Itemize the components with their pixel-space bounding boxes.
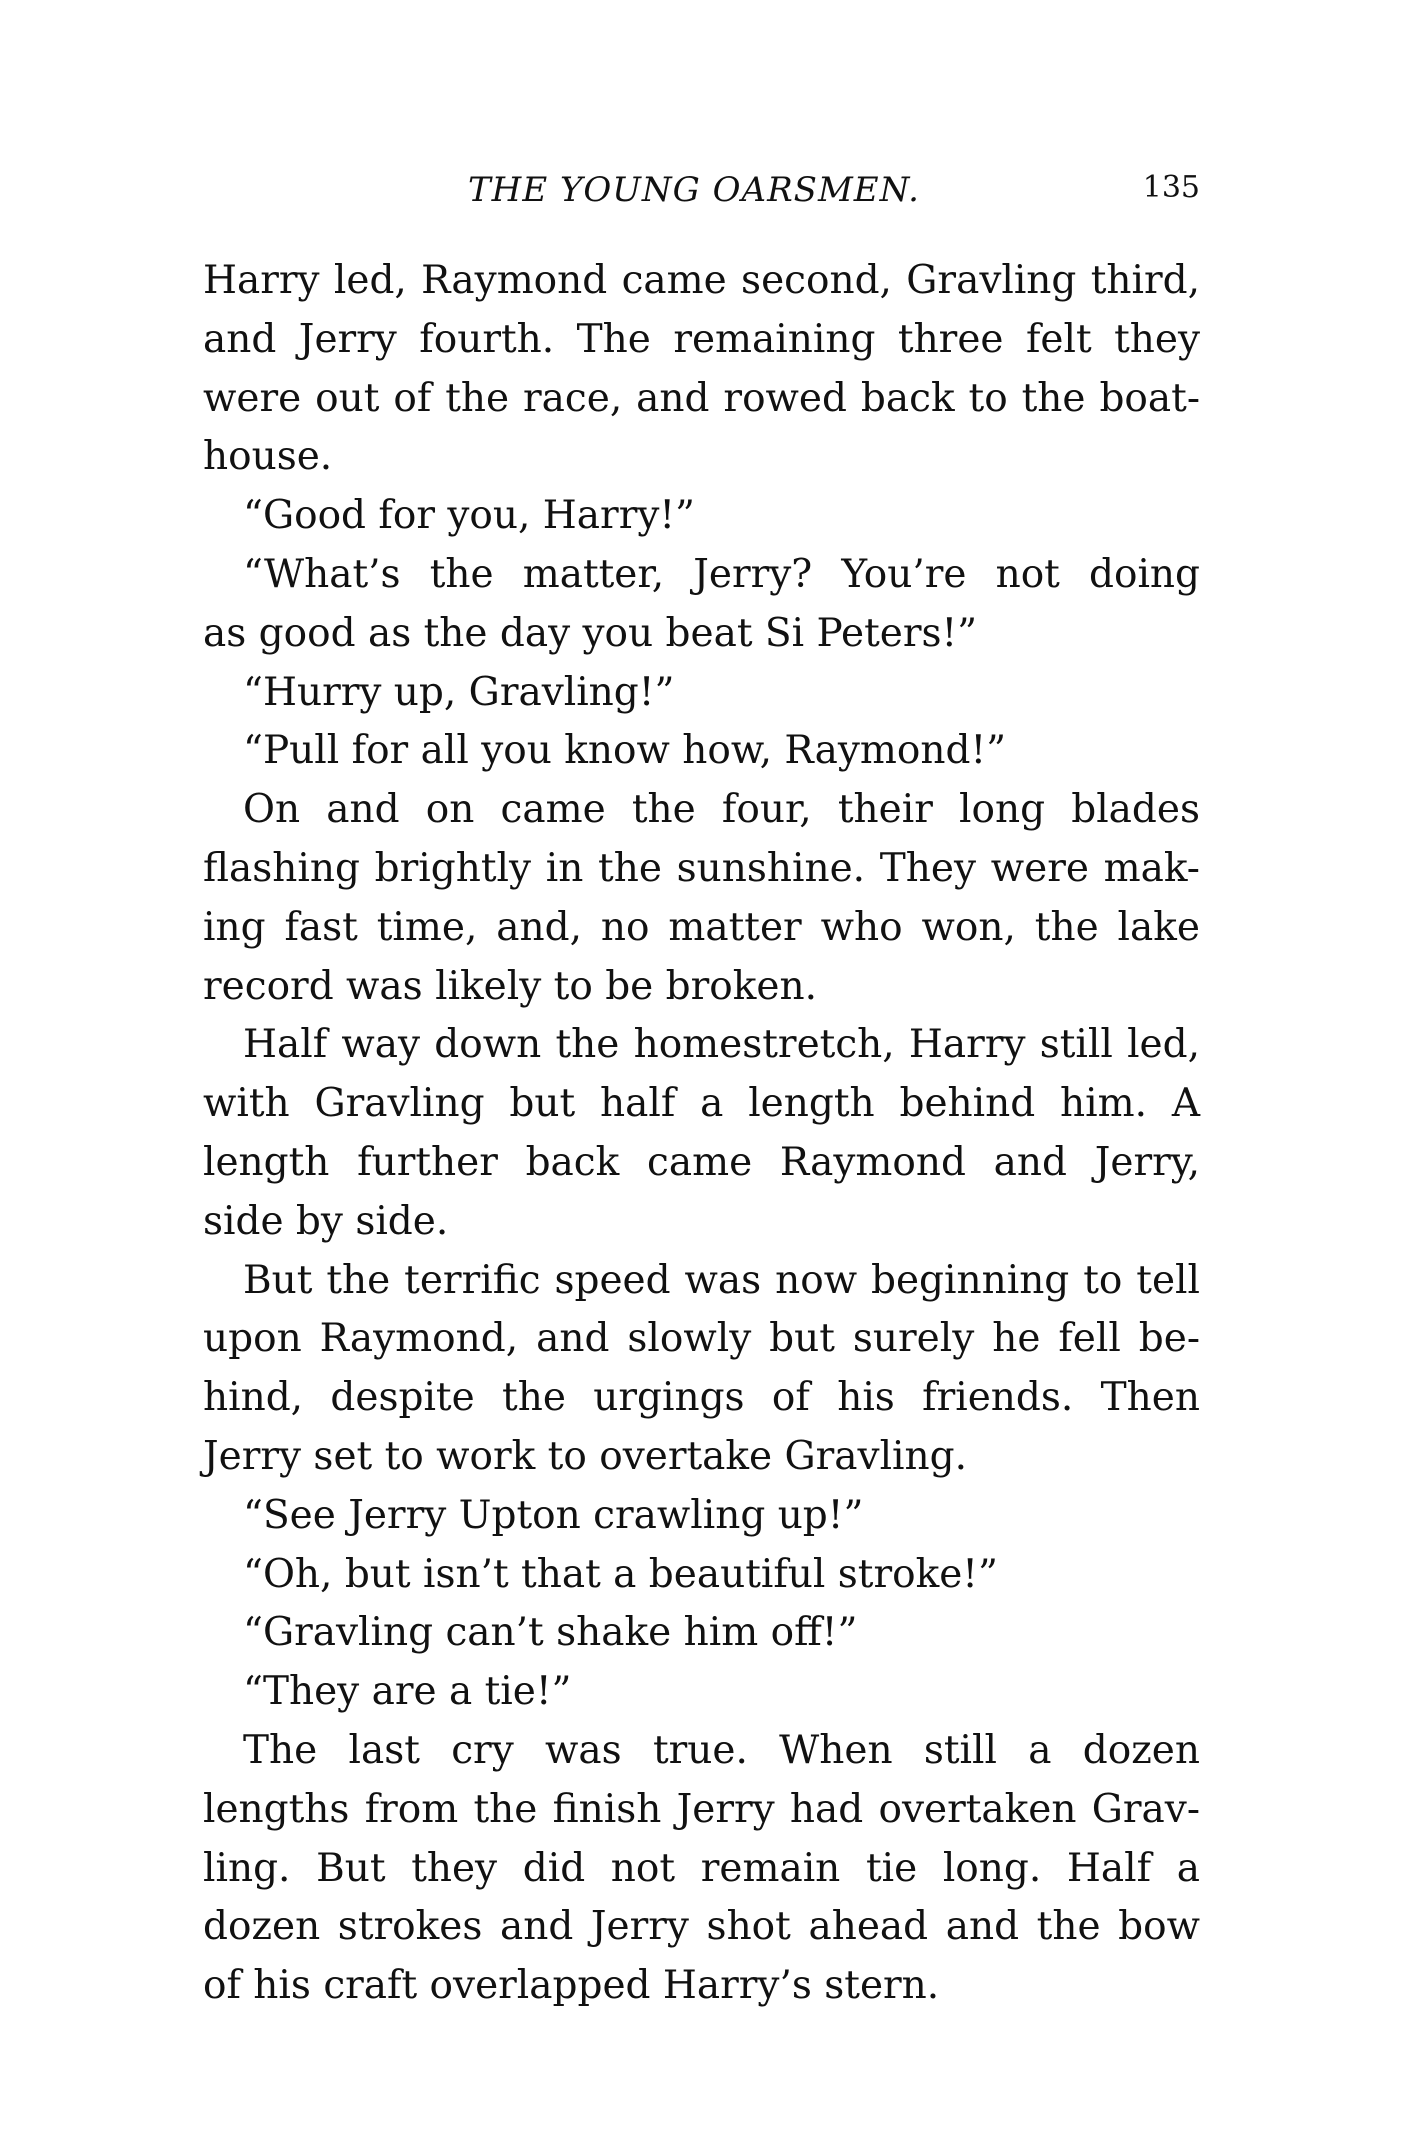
text-line: “See Jerry Upton crawling up!”	[243, 1492, 864, 1538]
text-line: lengths from the finish Jerry had overtaken Grav-	[203, 1786, 1200, 1832]
body-text	[203, 252, 1200, 2016]
text-line: Harry led, Raymond came second, Gravling third,	[203, 258, 1200, 303]
text-line: The last cry was true. When still a dozen	[243, 1727, 1200, 1773]
text-line: “What’s the matter, Jerry? You’re not doing	[243, 551, 1200, 597]
text-line: as good as the day you beat Si Peters!”	[203, 610, 978, 656]
text-line: dozen strokes and Jerry shot ahead and the bow	[203, 1904, 1200, 1950]
text-line: “Good for you, Harry!”	[243, 493, 695, 539]
text-line: “Hurry up, Gravling!”	[243, 669, 675, 715]
text-line: and Jerry fourth. The remaining three felt they	[203, 316, 1200, 362]
text-line: ing fast time, and, no matter who won, the lake	[203, 904, 1200, 950]
text-line: “Oh, but isn’t that a beautiful stroke!”	[243, 1551, 998, 1597]
text-line: record was likely to be broken.	[203, 963, 817, 1009]
text-line: flashing brightly in the sunshine. They were mak-	[203, 845, 1200, 891]
text-line: of his craft overlapped Harry’s stern.	[203, 1963, 940, 2009]
page-number: 135	[1142, 170, 1200, 205]
text-line: side by side.	[203, 1198, 449, 1244]
text-line: Jerry set to work to overtake Gravling.	[203, 1433, 968, 1479]
text-line: length further back came Raymond and Jerry,	[203, 1139, 1200, 1185]
text-line: “Pull for all you know how, Raymond!”	[243, 728, 1007, 774]
text-line: “They are a tie!”	[243, 1669, 572, 1715]
page-header	[200, 170, 1200, 220]
text-line: house.	[203, 434, 333, 480]
text-line: ling. But they did not remain tie long. Half a	[203, 1845, 1200, 1891]
text-line: were out of the race, and rowed back to the boat-	[203, 375, 1200, 421]
text-line: Half way down the homestretch, Harry still led,	[243, 1022, 1200, 1068]
text-line: On and on came the four, their long blades	[243, 787, 1200, 833]
text-line: But the terrific speed was now beginning to tell	[243, 1257, 1200, 1303]
text-line: with Gravling but half a length behind him. A	[203, 1081, 1200, 1127]
running-title: THE YOUNG OARSMEN.	[468, 170, 920, 210]
text-line: “Gravling can’t shake him off!”	[243, 1610, 858, 1656]
text-line: upon Raymond, and slowly but surely he fell be-	[203, 1316, 1200, 1362]
text-line: hind, despite the urgings of his friends. Then	[203, 1375, 1200, 1421]
